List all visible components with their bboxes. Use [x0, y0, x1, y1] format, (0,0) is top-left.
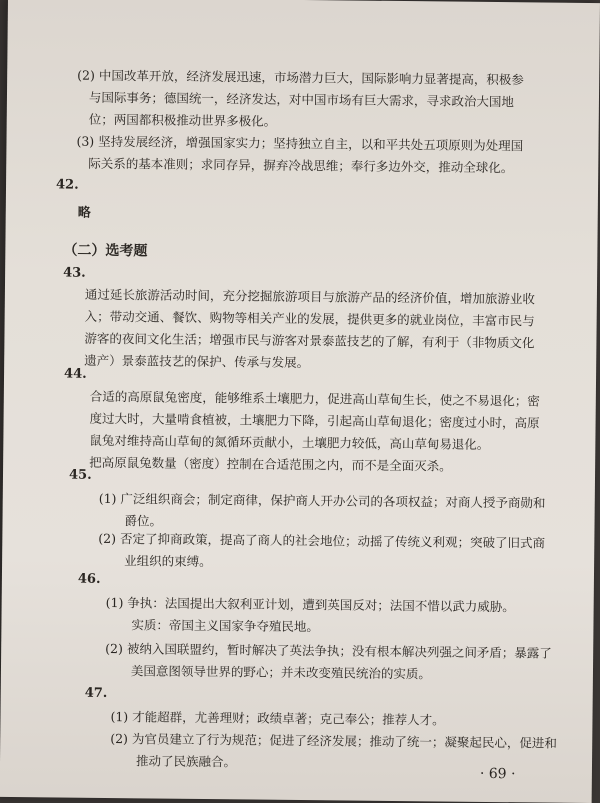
text-line: (1) 争执：法国提出大叙利亚计划，遭到英国反对；法国不惜以武力威胁。	[105, 594, 515, 615]
text-line: 游客的夜间文化生活；增强市民与游客对景泰蓝技艺的了解，有利于（非物质文化	[84, 330, 535, 351]
text-line: 业组织的束缚。	[124, 553, 212, 570]
question-number-45: 45.	[68, 467, 92, 483]
q46-item1	[105, 592, 515, 640]
q46-item2	[105, 638, 552, 687]
text-line: (2) 为官员建立了行为规范；促进了经济发展；推动了统一；凝聚起民心，促进和	[110, 731, 557, 751]
q41-item2	[77, 65, 524, 136]
text-line: 际关系的基本准则；求同存异，摒弃冷战思维；奉行多边外交，推动全球化。	[88, 155, 514, 176]
q44-answer	[89, 386, 540, 479]
text-line: 位；两国都积极推动世界多极化。	[88, 111, 277, 129]
text-line: 实质：帝国主义国家争夺殖民地。	[131, 617, 320, 635]
question-number-47: 47.	[84, 685, 108, 701]
text-line: (1) 广泛组织商会；制定商律，保护商人开办公司的各项权益；对商人授予商勋和	[98, 490, 546, 511]
text-line: 入；带动交通、餐饮、购物等相关产业的发展，提供更多的就业岗位，丰富市民与	[84, 308, 535, 329]
text-line: 鼠兔对维持高山草甸的氮循环贡献小，土壤肥力较低，高山草甸易退化。	[89, 432, 490, 452]
question-number-43: 43.	[63, 265, 86, 281]
question-number-46: 46.	[77, 571, 101, 587]
text-line: 把高原鼠兔数量（密度）控制在合适范围之内，而不是全面灭杀。	[89, 454, 452, 474]
text-line: 推动了民族融合。	[135, 753, 237, 770]
question-number-42: 42.	[55, 177, 79, 193]
q43-answer	[84, 284, 535, 377]
text-line: (1) 才能超群，尤善理财；政绩卓著；克己奉公；推荐人才。	[110, 709, 445, 728]
page-number: · 69 ·	[479, 765, 516, 783]
text-line: 美国意图领导世界的野心；并未改变殖民统治的实质。	[130, 663, 432, 682]
question-number-44: 44.	[63, 366, 87, 382]
text-line: (2) 被纳入国联盟约，暂时解决了英法争执；没有根本解决列强之间矛盾；暴露了	[105, 640, 552, 661]
text-line: 合适的高原鼠兔密度，能够维系土壤肥力，促进高山草甸生长，使之不易退化；密	[89, 388, 540, 409]
text-line: (3) 坚持发展经济，增强国家实力；坚持独立自主，以和平共处五项原则为处理国	[76, 133, 524, 154]
q42-answer: 略	[77, 205, 91, 221]
section-title: （二）选考题	[63, 242, 148, 260]
text-line: (2) 否定了抑商政策，提高了商人的社会地位；动摇了传统义利观；突破了旧式商	[98, 530, 546, 551]
text-line: (2) 中国改革开放，经济发展迅速，市场潜力巨大，国际影响力显著提高，积极参	[77, 67, 524, 88]
text-line: 通过延长旅游活动时间，充分挖掘旅游项目与旅游产品的经济价值，增加旅游业收	[84, 286, 535, 307]
text-line: 与国际事务；德国统一，经济发达，对中国市场有巨大需求，寻求政治大国地	[88, 89, 515, 110]
text-line: 遗产）景泰蓝技艺的保护、传承与发展。	[84, 352, 310, 371]
text-line: 度过大时，大量啃食植被，土壤肥力下降，引起高山草甸退化；密度过小时，高原	[89, 410, 540, 431]
text-line: 爵位。	[124, 513, 163, 529]
q41-item3	[76, 131, 523, 180]
q45-item2	[98, 528, 545, 577]
